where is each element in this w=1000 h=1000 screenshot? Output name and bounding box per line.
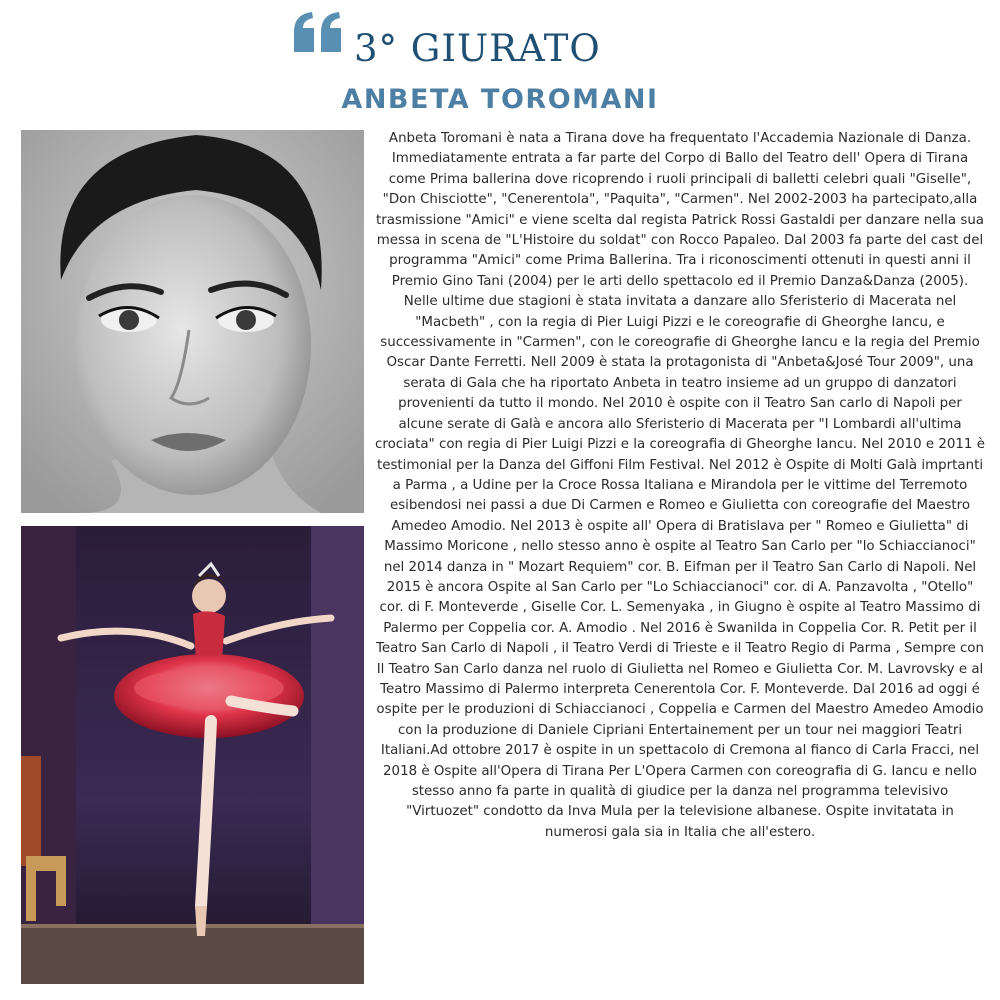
ballet-dancer-photo <box>21 526 364 984</box>
quote-icon <box>292 10 344 54</box>
biography-text: Anbeta Toromani è nata a Tirana dove ha frequentato l'Accademia Nazionale di Danza. Immediatamente entrata a far parte del Corpo di Ballo del Teatro dell' Opera di Tirana come Prima ballerina dove ricoprendo i ruoli principali di balletti celebri quali "Giselle", "Don Chisciotte", "Cenerentola", "Paquita", "Carmen". Nel 2002-2003 ha partecipato,alla trasmissione "Amici" e viene scelta dal regista Patrick Rossi Gastaldi per danzare nella sua messa in scena de "L'Histoire du soldat" con Rocco Papaleo. Dal 2003 fa parte del cast del programma "Amici" come Prima Ballerina. Tra i riconoscimenti ottenuti in questi anni il Premio Gino Tani (2004) per le arti dello spettacolo ed il Premio Danza&Danza (2005). Nelle ultime due stagioni è stata invitata a danzare allo Sferisterio di Macerata nel "Macbeth" , con la regia di Pier Luigi Pizzi e le coreografie di Gheorghe Iancu, e successivamente in "Carmen", con le coreografie di Gheorghe Iancu e la regia del Premio Oscar Dante Ferretti. Nell 2009 è stata la protagonista di "Anbeta&José Tour 2009", una serata di Gala che ha riportato Anbeta in teatro insieme ad un gruppo di danzatori provenienti da tutto il mondo. Nel 2010 è ospite con il Teatro San carlo di Napoli per alcune serate di Galà e ancora allo Sferisterio di Macerata per "I Lombardi all'ultima crociata" con regia di Pier Luigi Pizzi e la coreografia di Gheorghe Iancu. Nel 2010 e 2011 è testimonial per la Danza del Giffoni Film Festival. Nel 2012 è Ospite di Molti Galà imprtanti a Parma , a Udine per la Croce Rossa Italiana e Mirandola per le vittime del Terremoto esibendosi nei passi a due Di Carmen e Romeo e Giulietta con coreografie del Maestro Amedeo Amodio. Nel 2013 è ospite all' Opera di Bratislava per " Romeo e Giulietta" di Massimo Moricone , nello stesso anno è ospite al Teatro San Carlo per "lo Schiaccianoci" nel 2014 danza in " Mozart Requiem" cor. B. Eifman per il Teatro San Carlo di Napoli. Nel 2015 è ancora Ospite al San Carlo per "Lo Schiaccianoci" cor. di A. Panzavolta , "Otello" cor. di F. Monteverde , Giselle Cor. L. Semenyaka , in Giugno è ospite al Teatro Massimo di Palermo per Coppelia cor. A. Amodio . Nel 2016 è Swanilda in Coppelia Cor. R. Petit per il Teatro San Carlo di Napoli , il Teatro Verdi di Trieste e il Teatro Regio di Parma , Sempre con Il Teatro San Carlo danza nel ruolo di Giulietta nel Romeo e Giulietta Cor. M. Lavrovsky e al Teatro Massimo di Palermo interpreta Cenerentola Cor. F. Monteverde. Dal 2016 ad oggi é ospite per le produzioni di Schiaccianoci , Coppelia e Carmen del Maestro Amedeo Amodio con la produzione di Daniele Cipriani Entertainement per un tour nei maggiori Teatri Italiani.Ad ottobre 2017 è ospite in un spettacolo di Cremona al fianco di Carla Fracci, nel 2018 è Ospite all'Opera di Tirana Per L'Opera Carmen con coreografia di G. Iancu e nello stesso anno fa parte in qualità di giudice per la danza nel programma televisivo "Virtuozet" condotto da Inva Mula per la televisione albanese. Ospite invitatata in numerosi gala sia in Italia che all'estero. <box>375 131 985 840</box>
juror-title: 3° GIURATO <box>354 27 601 70</box>
portrait-photo <box>21 130 364 513</box>
juror-name: ANBETA TOROMANI <box>341 84 659 115</box>
